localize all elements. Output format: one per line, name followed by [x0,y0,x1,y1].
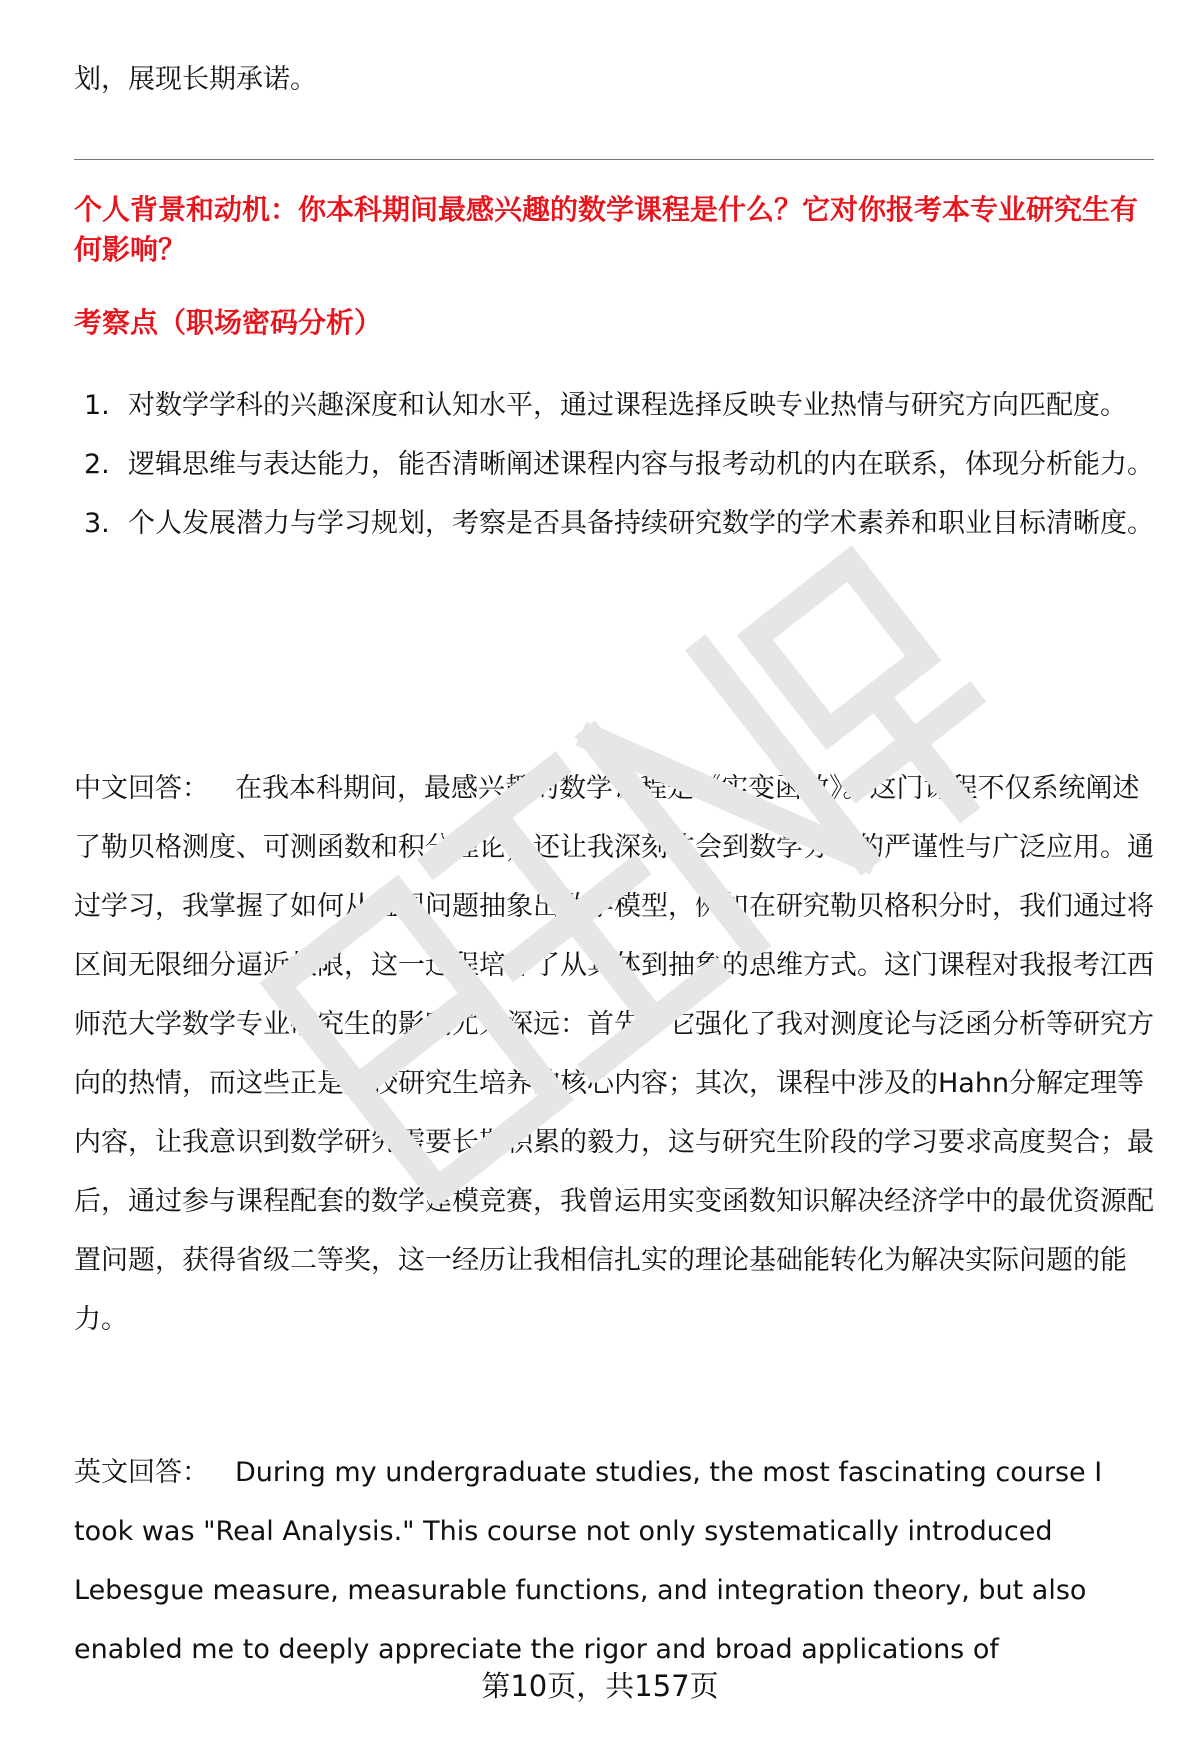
assessment-point [74,435,1154,494]
point-number: 1. [84,390,110,421]
page-footer: 第10页，共157页 [481,1669,719,1703]
assessment-point [74,376,1154,435]
english-answer [74,1443,1154,1679]
document-page [74,0,1154,1755]
point-text: 逻辑思维与表达能力，能否清晰阐述课程内容与报考动机的内在联系，体现分析能力。 [128,449,1154,480]
assessment-point [74,494,1154,553]
assessment-points-list [74,376,1154,553]
question-heading: 个人背景和动机：你本科期间最感兴趣的数学课程是什么？它对你报考本专业研究生有何影响？ [74,193,1139,266]
chinese-answer-label: 中文回答： [74,773,209,804]
carryover-text: 划，展现长期承诺。 [74,64,317,95]
point-number: 3. [84,508,110,539]
chinese-answer-text: 在我本科期间，最感兴趣的数学课程是《实变函数》。这门课程不仅系统阐述了勒贝格测度、可测函数和积分理论，还让我深刻体会到数学分析的严谨性与广泛应用。通过学习，我掌握了如何从直观问题抽象出数学模型，例如在研究勒贝格积分时，我们通过将区间无限细分逼近极限，这一过程培养了从具体到抽象的思维方式。这门课程对我报考江西师范大学数学专业研究生的影响尤为深远：首先，它强化了我对测度论与泛函分析等研究方向的热情，而这些正是贵校研究生培养的核心内容；其次，课程中涉及的Hahn分解定理等内容，让我意识到数学研究需要长期积累的毅力，这与研究生阶段的学习要求高度契合；最后，通过参与课程配套的数学建模竞赛，我曾运用实变函数知识解决经济学中的最优资源配置问题，获得省级二等奖，这一经历让我相信扎实的理论基础能转化为解决实际问题的能力。 [74,773,1154,1335]
english-answer-text: During my undergraduate studies, the most fascinating course I took was "Real Analysis." This course not only systematically introduced Lebesgue measure, measurable functions, and integration theory, but also enabled me to deeply appreciate the rigor and broad applications of [74,1457,1103,1665]
english-answer-label: 英文回答： [74,1457,209,1488]
assessment-heading: 考察点（职场密码分析） [74,306,383,339]
chinese-answer [74,759,1154,1349]
point-text: 个人发展潜力与学习规划，考察是否具备持续研究数学的学术素养和职业目标清晰度。 [128,508,1154,539]
point-text: 对数学学科的兴趣深度和认知水平，通过课程选择反映专业热情与研究方向匹配度。 [128,390,1127,421]
point-number: 2. [84,449,110,480]
section-divider [74,159,1154,160]
